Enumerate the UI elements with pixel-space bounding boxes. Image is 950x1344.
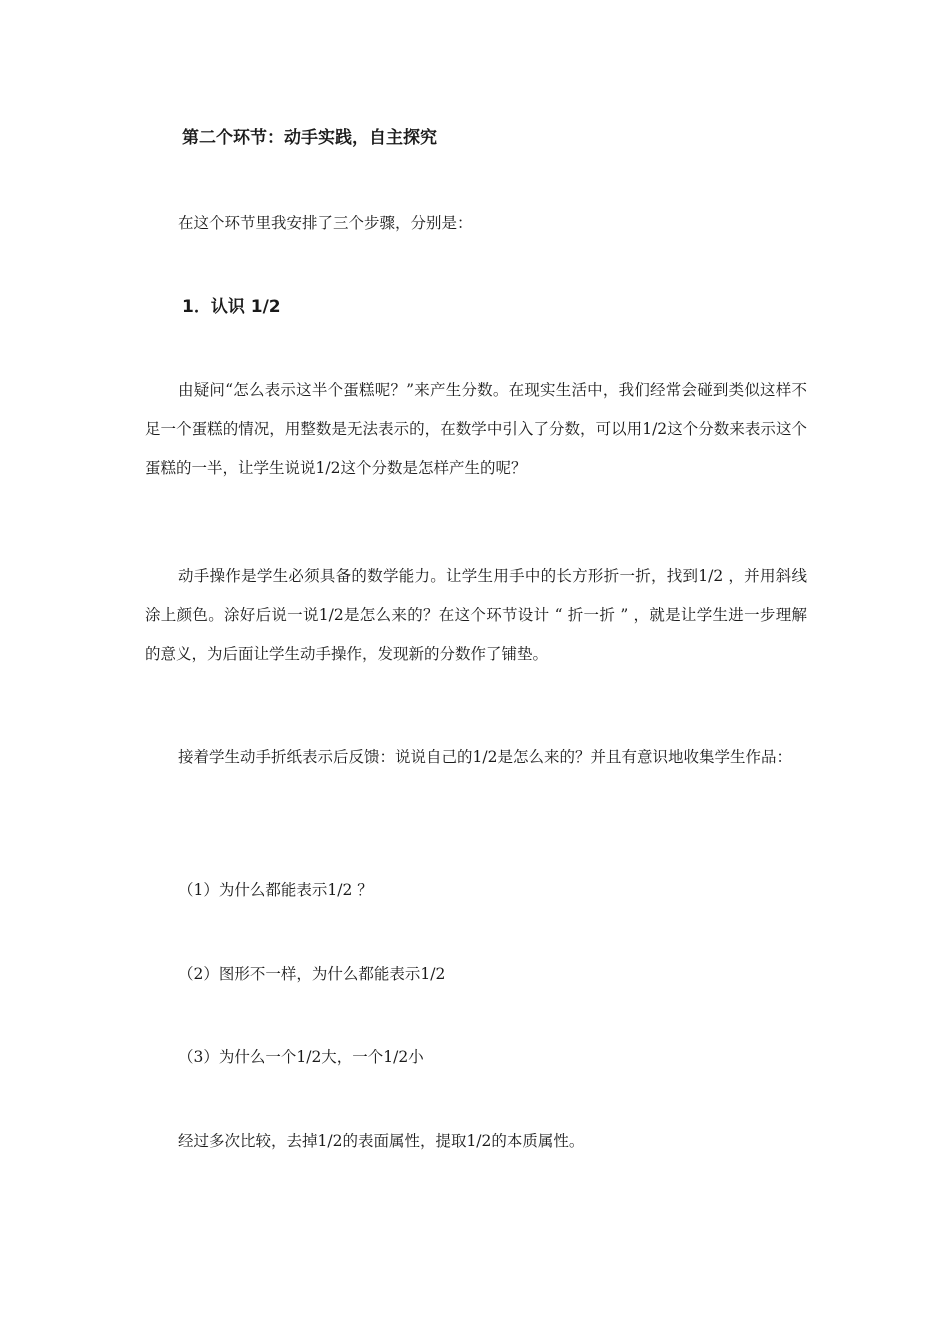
question-3: （3）为什么一个1/2大，一个1/2小 xyxy=(178,1048,424,1066)
question-2: （2）图形不一样，为什么都能表示1/2 xyxy=(178,965,446,983)
paragraph-3: 接着学生动手折纸表示后反馈：说说自己的1/2是怎么来的？并且有意识地收集学生作品： xyxy=(178,748,792,766)
conclusion-text: 经过多次比较，去掉1/2的表面属性，提取1/2的本质属性。 xyxy=(178,1132,585,1150)
section-heading: 第二个环节：动手实践，自主探究 xyxy=(182,128,437,148)
step-title: 1．认识 1/2 xyxy=(182,297,281,317)
paragraph-2: 动手操作是学生必须具备的数学能力。让学生用手中的长方形折一折，找到1/2 ，并用斜线涂上颜色。涂好后说一说1/2是怎么来的？在这个环节设计 “ 折一折 ” ，就是让学生进一步理解 的意义，为后面让学生动手操作，发现新的分数作了铺垫。 xyxy=(145,567,807,663)
paragraph-1: 由疑问“怎么表示这半个蛋糕呢？”来产生分数。在现实生活中，我们经常会碰到类似这样不足一个蛋糕的情况，用整数是无法表示的，在数学中引入了分数，可以用1/2这个分数来表示这个蛋糕的一半，让学生说说1/2这个分数是怎样产生的呢？ xyxy=(145,381,807,477)
question-1: （1）为什么都能表示1/2 ？ xyxy=(178,881,373,899)
intro-text: 在这个环节里我安排了三个步骤，分别是： xyxy=(178,214,473,232)
